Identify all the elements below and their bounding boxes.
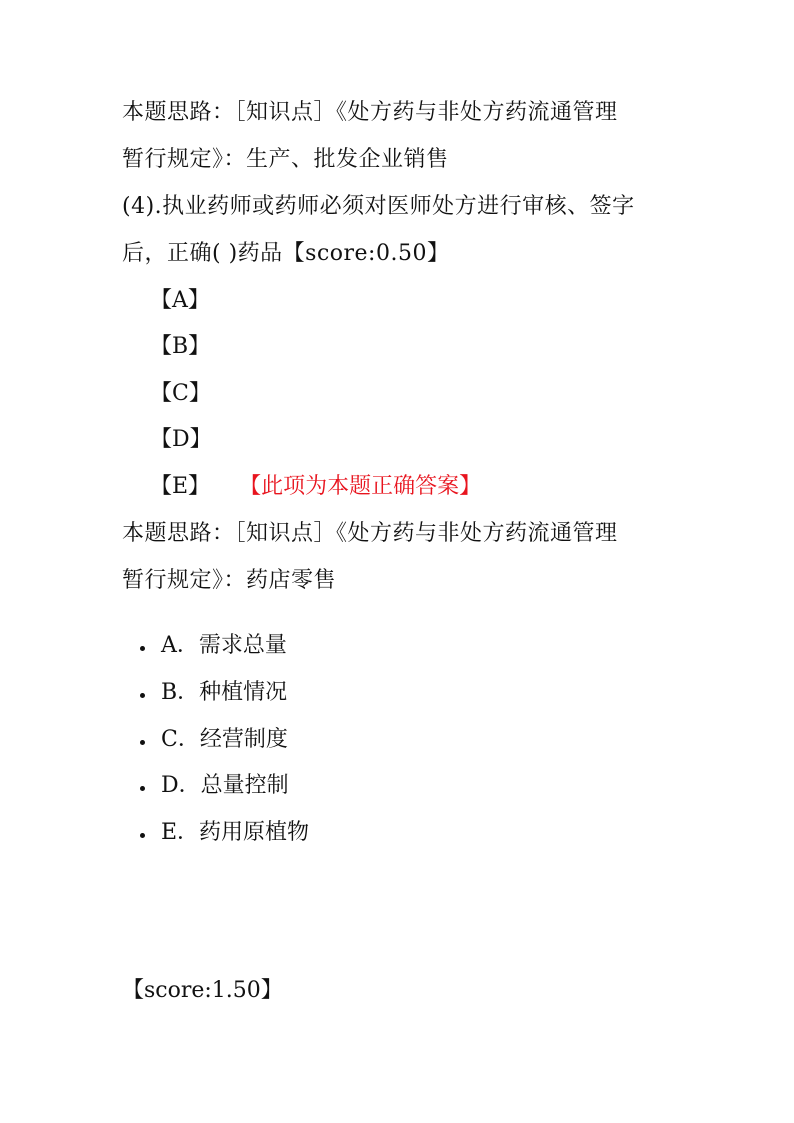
bullet-icon (140, 833, 145, 838)
list-item (140, 771, 289, 801)
list-item (140, 725, 288, 755)
bullet-icon (140, 740, 145, 745)
analysis-text-line: 本题思路：［知识点］《处方药与非处方药流通管理 (122, 100, 618, 125)
analysis-text-line: 本题思路：［知识点］《处方药与非处方药流通管理 (122, 521, 618, 546)
question-text-line: 后，正确( )药品【score:0.50】 (122, 241, 450, 266)
list-item (140, 631, 287, 661)
final-score: 【score:1.50】 (122, 978, 283, 1003)
list-item-text: A．需求总量 (161, 633, 287, 658)
option-e (150, 472, 481, 502)
bullet-icon (140, 646, 145, 651)
bullet-icon (140, 693, 145, 698)
option-e-label: 【E】 (150, 474, 211, 499)
list-item (140, 818, 309, 848)
option-d: 【D】 (150, 427, 212, 452)
analysis-text-line: 暂行规定》：生产、批发企业销售 (122, 147, 449, 172)
option-a: 【A】 (150, 288, 210, 313)
list-item (140, 678, 287, 708)
correct-answer-marker: 【此项为本题正确答案】 (250, 474, 482, 499)
list-item-text: B．种植情况 (161, 680, 288, 705)
question-text-line: (4).执业药师或药师必须对医师处方进行审核、签字 (122, 194, 635, 219)
list-item-text: E．药用原植物 (161, 820, 310, 845)
analysis-text-line: 暂行规定》：药店零售 (122, 568, 337, 593)
option-b: 【B】 (150, 334, 211, 359)
option-c: 【C】 (150, 381, 211, 406)
bullet-icon (140, 786, 145, 791)
list-item-text: D．总量控制 (161, 773, 289, 798)
list-item-text: C．经营制度 (161, 727, 288, 752)
